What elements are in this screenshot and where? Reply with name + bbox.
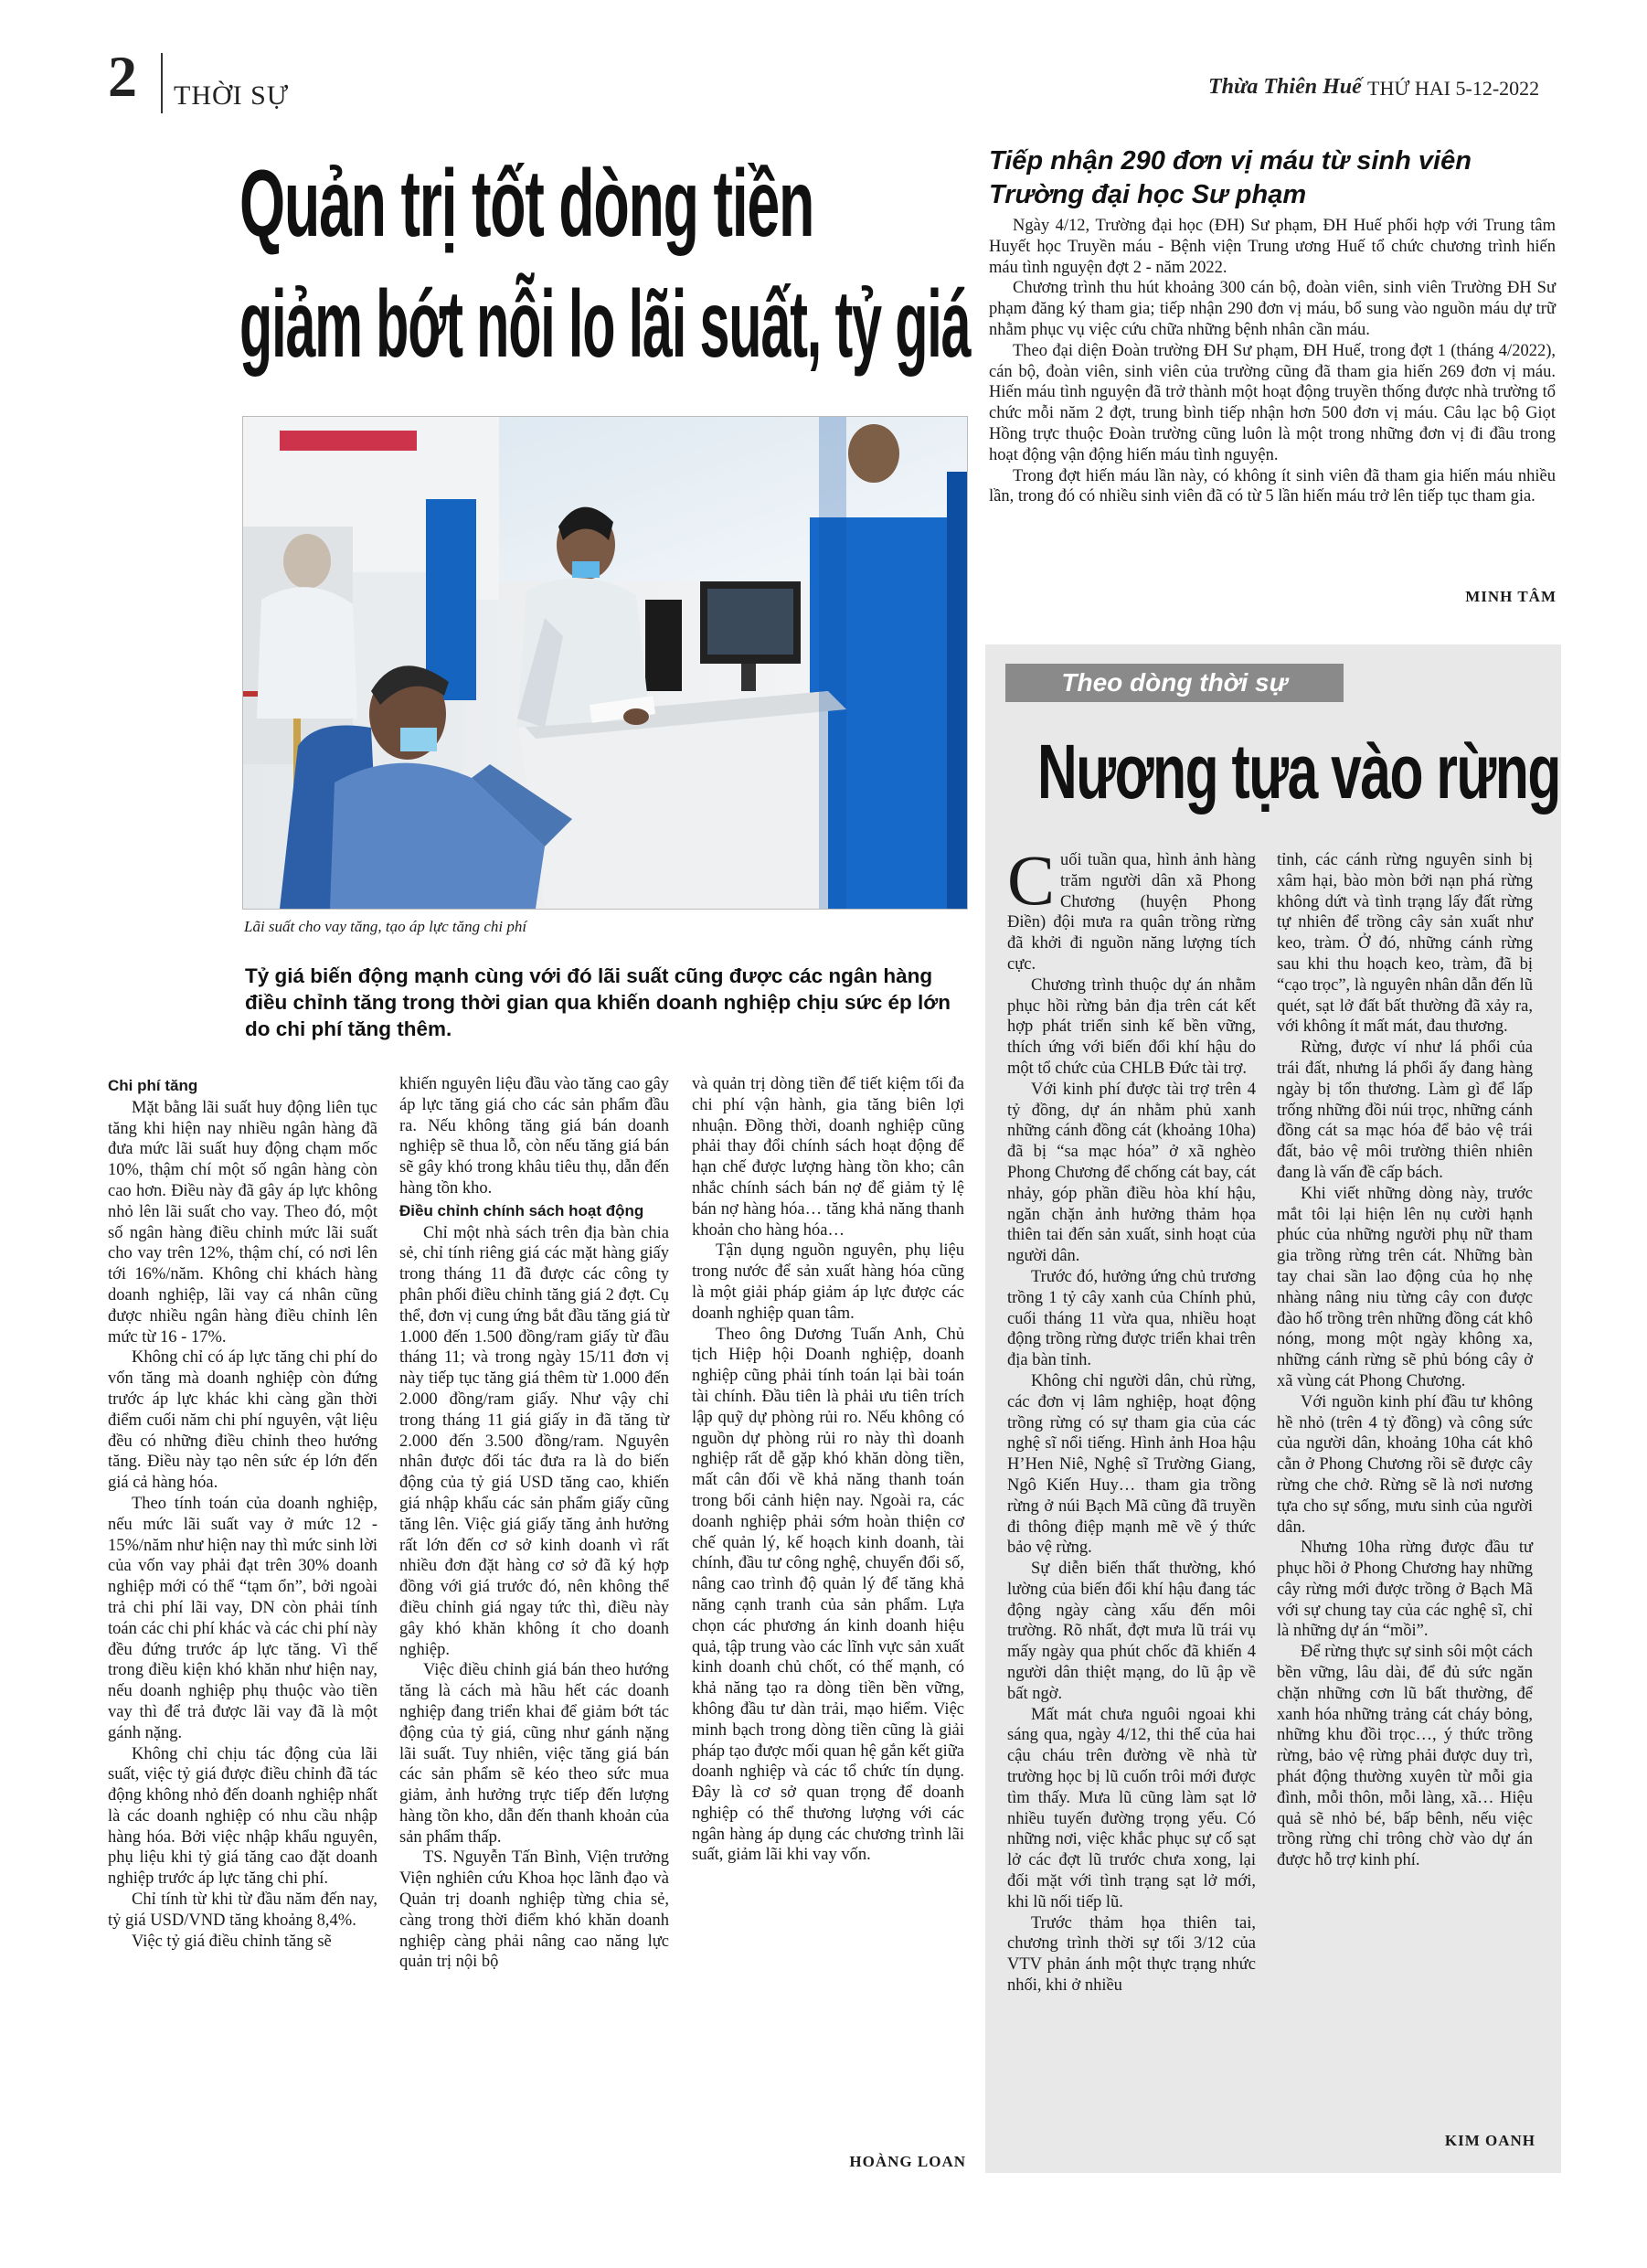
- blood-article-byline: MINH TÂM: [1465, 588, 1557, 605]
- main-headline-line1: Quản trị tốt dòng tiền: [239, 151, 814, 257]
- commentary-column-1: [1007, 840, 1256, 1996]
- paragraph: Chỉ tính từ khi từ đầu năm đến nay, tỷ giá USD/VND tăng khoảng 8,4%.: [108, 1890, 377, 1930]
- main-article-column-2: [399, 1074, 669, 1973]
- paragraph: Theo ông Dương Tuấn Anh, Chủ tịch Hiệp hội Doanh nghiệp, doanh nghiệp cũng phải tính toán lại bài toán tài chính. Đầu tiên là phải ưu tiên trích lập quỹ dự phòng rủi ro. Nếu không có nguồn dự phòng rủi ro này thì doanh nghiệp rất dễ gặp khó khăn dòng tiền, mất cân đối về khả năng thanh toán trong bối cảnh hiện nay. Ngoài ra, các doanh nghiệp phải sớm hoàn thiện cơ chế quản lý, kế hoạch kinh doanh, tài chính, đầu tư công nghệ, chuyển đổi số, nâng cao trình độ quản lý để tăng khả năng cạnh tranh của sản phẩm. Lựa chọn các phương án kinh doanh hiệu quả, tập trung vào các lĩnh vực sản xuất kinh doanh chủ chốt, có thế mạnh, có khả năng tạo ra dòng tiền bền vững, không đầu tư dàn trải, mạo hiểm. Việc minh bạch trong dòng tiền cũng là giải pháp tạo được mối quan hệ gắn kết giữa doanh nghiệp và các tổ chức tín dụng. Đây là cơ sở quan trọng để doanh nghiệp có thể thương lượng với các ngân hàng áp dụng các chương trình lãi suất, giảm lãi khi vay vốn.: [692, 1325, 964, 1865]
- commentary-byline: KIM OANH: [1444, 2132, 1535, 2149]
- subhead-chi-phi-tang: Chi phí tăng: [108, 1077, 198, 1094]
- paragraph: Rừng, được ví như lá phổi của trái đất, nhưng lá phổi ấy đang hàng ngày bị tổn thương. Làm gì để lấp trống những đồi núi trọc, những cánh đồng cát sa mạc hóa để bảo vệ trái đất, bảo vệ môi trường thiên nhiên đang là vấn đề cấp bách.: [1277, 1038, 1533, 1182]
- paragraph: Việc tỷ giá điều chỉnh tăng sẽ: [132, 1932, 332, 1951]
- article-lead: Tỷ giá biến động mạnh cùng với đó lãi suất cũng được các ngân hàng điều chỉnh tăng trong thời gian qua khiến doanh nghiệp chịu sức ép lớn do chi phí tăng thêm.: [245, 964, 951, 1040]
- paragraph: [1007, 840, 1256, 975]
- commentary-column-2: [1277, 850, 1533, 1871]
- main-article-byline: HOÀNG LOAN: [849, 2153, 966, 2170]
- masthead: Thừa Thiên Huế: [1208, 75, 1362, 99]
- paragraph: Mất mát chưa nguôi ngoai khi sáng qua, ngày 4/12, thi thể của hai cậu cháu trên đường về nhà từ trường học bị lũ cuốn trôi mới được tìm thấy. Mưa lũ cũng làm sạt lở nhiều tuyến đường trọng yếu. Có những nơi, việc khắc phục sự cố sạt lở các đợt lũ trước chưa xong, lại đối mặt với tình trạng sạt lở mới, khi lũ nối tiếp lũ.: [1007, 1705, 1256, 1911]
- blood-headline-line2: Trường đại học Sư phạm: [989, 180, 1307, 209]
- paragraph: Không chỉ có áp lực tăng chi phí do vốn tăng mà doanh nghiệp còn đứng trước áp lực khác khi càng gần thời điểm cuối năm chi phí nguyên, vật liệu đều có những điều chỉnh theo hướng tăng. Điều này tạo nên sức ép lớn đến giá cả hàng hóa.: [108, 1348, 377, 1493]
- blood-article-body: [989, 216, 1556, 507]
- page-number: 2: [108, 44, 137, 109]
- paragraph: Để rừng thực sự sinh sôi một cách bền vững, lâu dài, để đủ sức ngăn chặn những cơn lũ bất thường, để xanh hóa những trảng cát cháy bỏng, những khu đồi trọc…, ý thức trồng rừng, bảo vệ rừng phải được duy trì, phát động thường xuyên từ mỗi gia đình, mỗi thôn, mỗi làng, xã… Hiệu quả sẽ nhỏ bé, bấp bênh, nếu việc trồng rừng chỉ trông chờ vào dự án được hỗ trợ kinh phí.: [1277, 1643, 1533, 1870]
- paragraph: Trong đợt hiến máu lần này, có không ít sinh viên đã tham gia hiến máu nhiều lần, trong đó có nhiều sinh viên đã có từ 5 lần hiến máu trở lên tiếp tục tham gia.: [989, 466, 1556, 506]
- paragraph: Chương trình thuộc dự án nhằm phục hồi rừng bản địa trên cát kết hợp phát triển sinh kế bền vững, thích ứng với biến đổi khí hậu do một tổ chức của CHLB Đức tài trợ.: [1007, 975, 1256, 1078]
- subhead-dieu-chinh: Điều chỉnh chính sách hoạt động: [399, 1201, 644, 1219]
- main-headline-line2: giảm bớt nỗi lo lãi suất, tỷ giá: [239, 272, 971, 378]
- issue-date: THỨ HAI 5-12-2022: [1367, 77, 1540, 100]
- section-title: THỜI SỰ: [174, 80, 290, 111]
- paragraph: Sự diễn biến thất thường, khó lường của biến đổi khí hậu đang tác động ngày càng xấu đến môi trường. Rõ nhất, đợt mưa lũ trái vụ mấy ngày qua phút chốc đã khiến 4 người dân thiệt mạng, do lũ ập về bất ngờ.: [1007, 1560, 1256, 1703]
- blood-headline-line1: Tiếp nhận 290 đơn vị máu từ sinh viên: [989, 146, 1472, 176]
- paragraph: Theo đại diện Đoàn trường ĐH Sư phạm, ĐH Huế, trong đợt 1 (tháng 4/2022), cán bộ, đoàn viên, sinh viên của trường cũng đã tham gia hiến 269 đơn vị máu. Hiến máu tình nguyện đã trở thành một hoạt động truyền thống được nhà trường tổ chức mỗi năm 2 đợt, trung bình tiếp nhận hơn 500 đơn vị máu. Câu lạc bộ Giọt Hồng trực thuộc Đoàn trường cũng luôn là một trong những đơn vị đi đầu trong hoạt động vận động hiến máu tình nguyện.: [989, 341, 1556, 464]
- paragraph: Mặt bằng lãi suất huy động liên tục tăng khi hiện nay nhiều ngân hàng đã đưa mức lãi suất huy động chạm mốc 10%, thậm chí một số ngân hàng còn cao hơn. Điều này đã gây áp lực không nhỏ lên lãi suất cho vay. Theo đó, một số ngân hàng điều chỉnh mức lãi suất cho vay trên 12%, thậm chí, có nơi lên tới 16%/năm. Không chỉ khách hàng doanh nghiệp, lãi vay cá nhân cũng được nhiều ngân hàng điều chỉnh lên mức từ 16 - 17%.: [108, 1098, 377, 1347]
- paragraph: Theo tính toán của doanh nghiệp, nếu mức lãi suất vay ở mức 12 - 15%/năm như hiện nay thì mức sinh lời của vốn vay phải đạt trên 30% doanh nghiệp mới có thể “tạm ổn”, bởi ngoài trả chi phí lãi vay, DN còn phải tính toán các chi phí khác và các chi phí này đều đứng trước áp lực tăng. Vì thế trong điều kiện khó khăn như hiện nay, nếu doanh nghiệp phụ thuộc vào tiền vay thì để trả được lãi vay đã là một gánh nặng.: [108, 1494, 377, 1742]
- paragraph: Không chỉ người dân, chủ rừng, các đơn vị lâm nghiệp, hoạt động trồng rừng có sự tham gia của các nghệ sĩ nổi tiếng. Hình ảnh Hoa hậu H’Hen Niê, Nghệ sĩ Trường Giang, Ngô Kiến Huy… tham gia trồng rừng ở núi Bạch Mã cũng đã truyền đi thông điệp mạnh mẽ về ý thức bảo vệ rừng.: [1007, 1371, 1256, 1558]
- paragraph: Khi viết những dòng này, trước mắt tôi lại hiện lên nụ cười hạnh phúc của những người phụ nữ tham gia trồng rừng trên cát. Những bàn tay chai sần lao động của họ nhẹ nhàng nâng niu từng cây con được đào hố trồng trên những đồng cát khô nóng, mong một ngày không xa, những cánh rừng sẽ phủ bóng cây ở xã vùng cát Phong Chương.: [1277, 1184, 1533, 1390]
- paragraph: khiến nguyên liệu đầu vào tăng cao gây áp lực tăng giá cho các sản phẩm đầu ra. Nếu không tăng giá bán doanh nghiệp sẽ thua lỗ, còn nếu tăng giá bán sẽ gây khó trong khâu tiêu thụ, dẫn đến hàng tồn kho.: [399, 1075, 669, 1198]
- paragraph: Chương trình thu hút khoảng 300 cán bộ, đoàn viên, sinh viên Trường ĐH Sư phạm đăng ký tham gia; tiếp nhận 290 đơn vị máu, bổ sung vào nguồn máu dự trữ nhằm phục vụ việc cứu chữa những bệnh nhân cần máu.: [989, 279, 1556, 339]
- commentary-headline: Nương tựa vào rừng: [1037, 729, 1560, 815]
- main-article-column-1: [108, 1074, 377, 1952]
- main-article-column-3: [692, 1074, 964, 1866]
- commentary-kicker: Theo dòng thời sự: [1005, 664, 1344, 702]
- paragraph: Với nguồn kinh phí đầu tư không hề nhỏ (trên 4 tỷ đồng) và công sức của người dân, khoảng 10ha cát khô cằn ở Phong Chương rồi sẽ được cây rừng che chở. Rừng sẽ là nơi nương tựa cho sự sống, mưu sinh của người dân.: [1277, 1392, 1533, 1537]
- paragraph: Chỉ một nhà sách trên địa bàn chia sẻ, chỉ tính riêng giá các mặt hàng giấy trong tháng 11 đã được các công ty phân phối điều chỉnh tăng giá 2 đợt. Cụ thể, đơn vị cung ứng bắt đầu tăng giá từ 1.000 đến 1.500 đồng/ram giấy từ đầu tháng 11; và trong ngày 15/11 đơn vị này tiếp tục tăng giá thêm từ 1.000 đến 2.000 đồng/ram giấy. Như vậy chỉ trong tháng 11 giá giấy in đã tăng từ 2.000 đến 3.500 đồng/ram. Nguyên nhân được đối tác đưa ra là do biến động của tỷ giá USD tăng cao, khiến giá nhập khẩu các sản phẩm giấy cũng tăng lên. Việc giá giấy tăng ảnh hưởng rất lớn đến cơ sở kinh doanh vì rất nhiều đơn đặt hàng cơ sở đã ký hợp đồng với giá trước đó, nên không thể điều chỉnh giá ngay tức thì, điều này gây khó khăn không ít cho doanh nghiệp.: [399, 1223, 669, 1659]
- paragraph: Trước thảm họa thiên tai, chương trình thời sự tối 3/12 của VTV phản ánh một thực trạng nhức nhối, khi ở nhiều: [1007, 1913, 1256, 1996]
- article-photo: [242, 416, 968, 910]
- photo-caption: Lãi suất cho vay tăng, tạo áp lực tăng chi phí: [244, 918, 527, 935]
- paragraph: Việc điều chỉnh giá bán theo hướng tăng là cách mà hầu hết các doanh nghiệp đang triển khai để giảm bớt tác động của tỷ giá, cũng như gánh nặng lãi suất. Tuy nhiên, việc tăng giá bán các sản phẩm sẽ kéo theo sức mua giảm, ảnh hưởng trực tiếp đến lượng hàng tồn kho, dẫn đến thanh khoản của sản phẩm thấp.: [399, 1661, 669, 1847]
- paragraph: Ngày 4/12, Trường đại học (ĐH) Sư phạm, ĐH Huế phối hợp với Trung tâm Huyết học Truyền máu - Bệnh viện Trung ương Huế tổ chức chương trình hiến máu tình nguyện đợt 2 - năm 2022.: [989, 217, 1556, 277]
- paragraph-text: uối tuần qua, hình ảnh hàng trăm người dân xã Phong Chương (huyện Phong Điền) đội mưa ra quân trồng rừng đã khởi đi nguồn năng lượng tích cực.: [1007, 851, 1256, 974]
- paragraph: tỉnh, các cánh rừng nguyên sinh bị xâm hại, bào mòn bởi nạn phá rừng không dứt và tình trạng lấy đất rừng tự nhiên để trồng cây sản xuất như keo, tràm. Ở đó, những cánh rừng sau khi thu hoạch keo, tràm, đã bị “cạo trọc”, là nguyên nhân dẫn đến lũ quét, sạt lở đất bất thường đã xảy ra, với không ít mất mát, đau thương.: [1277, 851, 1533, 1037]
- paragraph: Với kinh phí được tài trợ trên 4 tỷ đồng, dự án nhằm phủ xanh những cánh đồng cát (khoảng 10ha) đã bị “sa mạc hóa” ở xã nghèo Phong Chương để chống cát bay, cát nhảy, góp phần điều hòa khí hậu, ngăn chặn ảnh hưởng thảm họa thiên tai đến sản xuất, sinh hoạt của người dân.: [1007, 1080, 1256, 1266]
- paragraph: Nhưng 10ha rừng được đầu tư phục hồi ở Phong Chương hay những cây rừng mới được trồng ở Bạch Mã với sự chung tay của các nghệ sĩ, chỉ là những dự án “mồi”.: [1277, 1539, 1533, 1641]
- paragraph: Trước đó, hưởng ứng chủ trương trồng 1 tỷ cây xanh của Chính phủ, cuối tháng 11 vừa qua, nhiều hoạt động trồng rừng được triển khai trên địa bàn tỉnh.: [1007, 1267, 1256, 1370]
- paragraph: Không chỉ chịu tác động của lãi suất, việc tỷ giá được điều chỉnh đã tác động không nhỏ đến doanh nghiệp nhất là các doanh nghiệp có nhu cầu nhập hàng hóa. Bởi việc nhập khẩu nguyên, phụ liệu khi tỷ giá tăng cao đặt doanh nghiệp trước áp lực tăng chi phí.: [108, 1744, 377, 1889]
- drop-cap: C: [1007, 840, 1056, 920]
- paragraph: TS. Nguyễn Tấn Bình, Viện trưởng Viện nghiên cứu Khoa học lãnh đạo và Quản trị doanh nghiệp từng chia sẻ, càng trong thời điểm khó khăn doanh nghiệp càng phải nâng cao năng lực quản trị nội bộ: [399, 1848, 669, 1972]
- paragraph: Tận dụng nguồn nguyên, phụ liệu trong nước để sản xuất hàng hóa cũng là một giải pháp giảm áp lực được các doanh nghiệp quan tâm.: [692, 1241, 964, 1323]
- bank-counter-illustration: [243, 417, 967, 909]
- header-divider-vertical: [161, 53, 163, 113]
- paragraph: và quản trị dòng tiền để tiết kiệm tối đa chi phí vận hành, gia tăng biên lợi nhuận. Đồng thời, doanh nghiệp cũng phải thay đổi chính sách hoạt động để hạn chế được lượng hàng tồn kho; cân nhắc chính sách bán nợ để giảm tỷ lệ bán nợ hàng hóa… tăng khả năng thanh khoản cho hàng hóa…: [692, 1075, 964, 1240]
